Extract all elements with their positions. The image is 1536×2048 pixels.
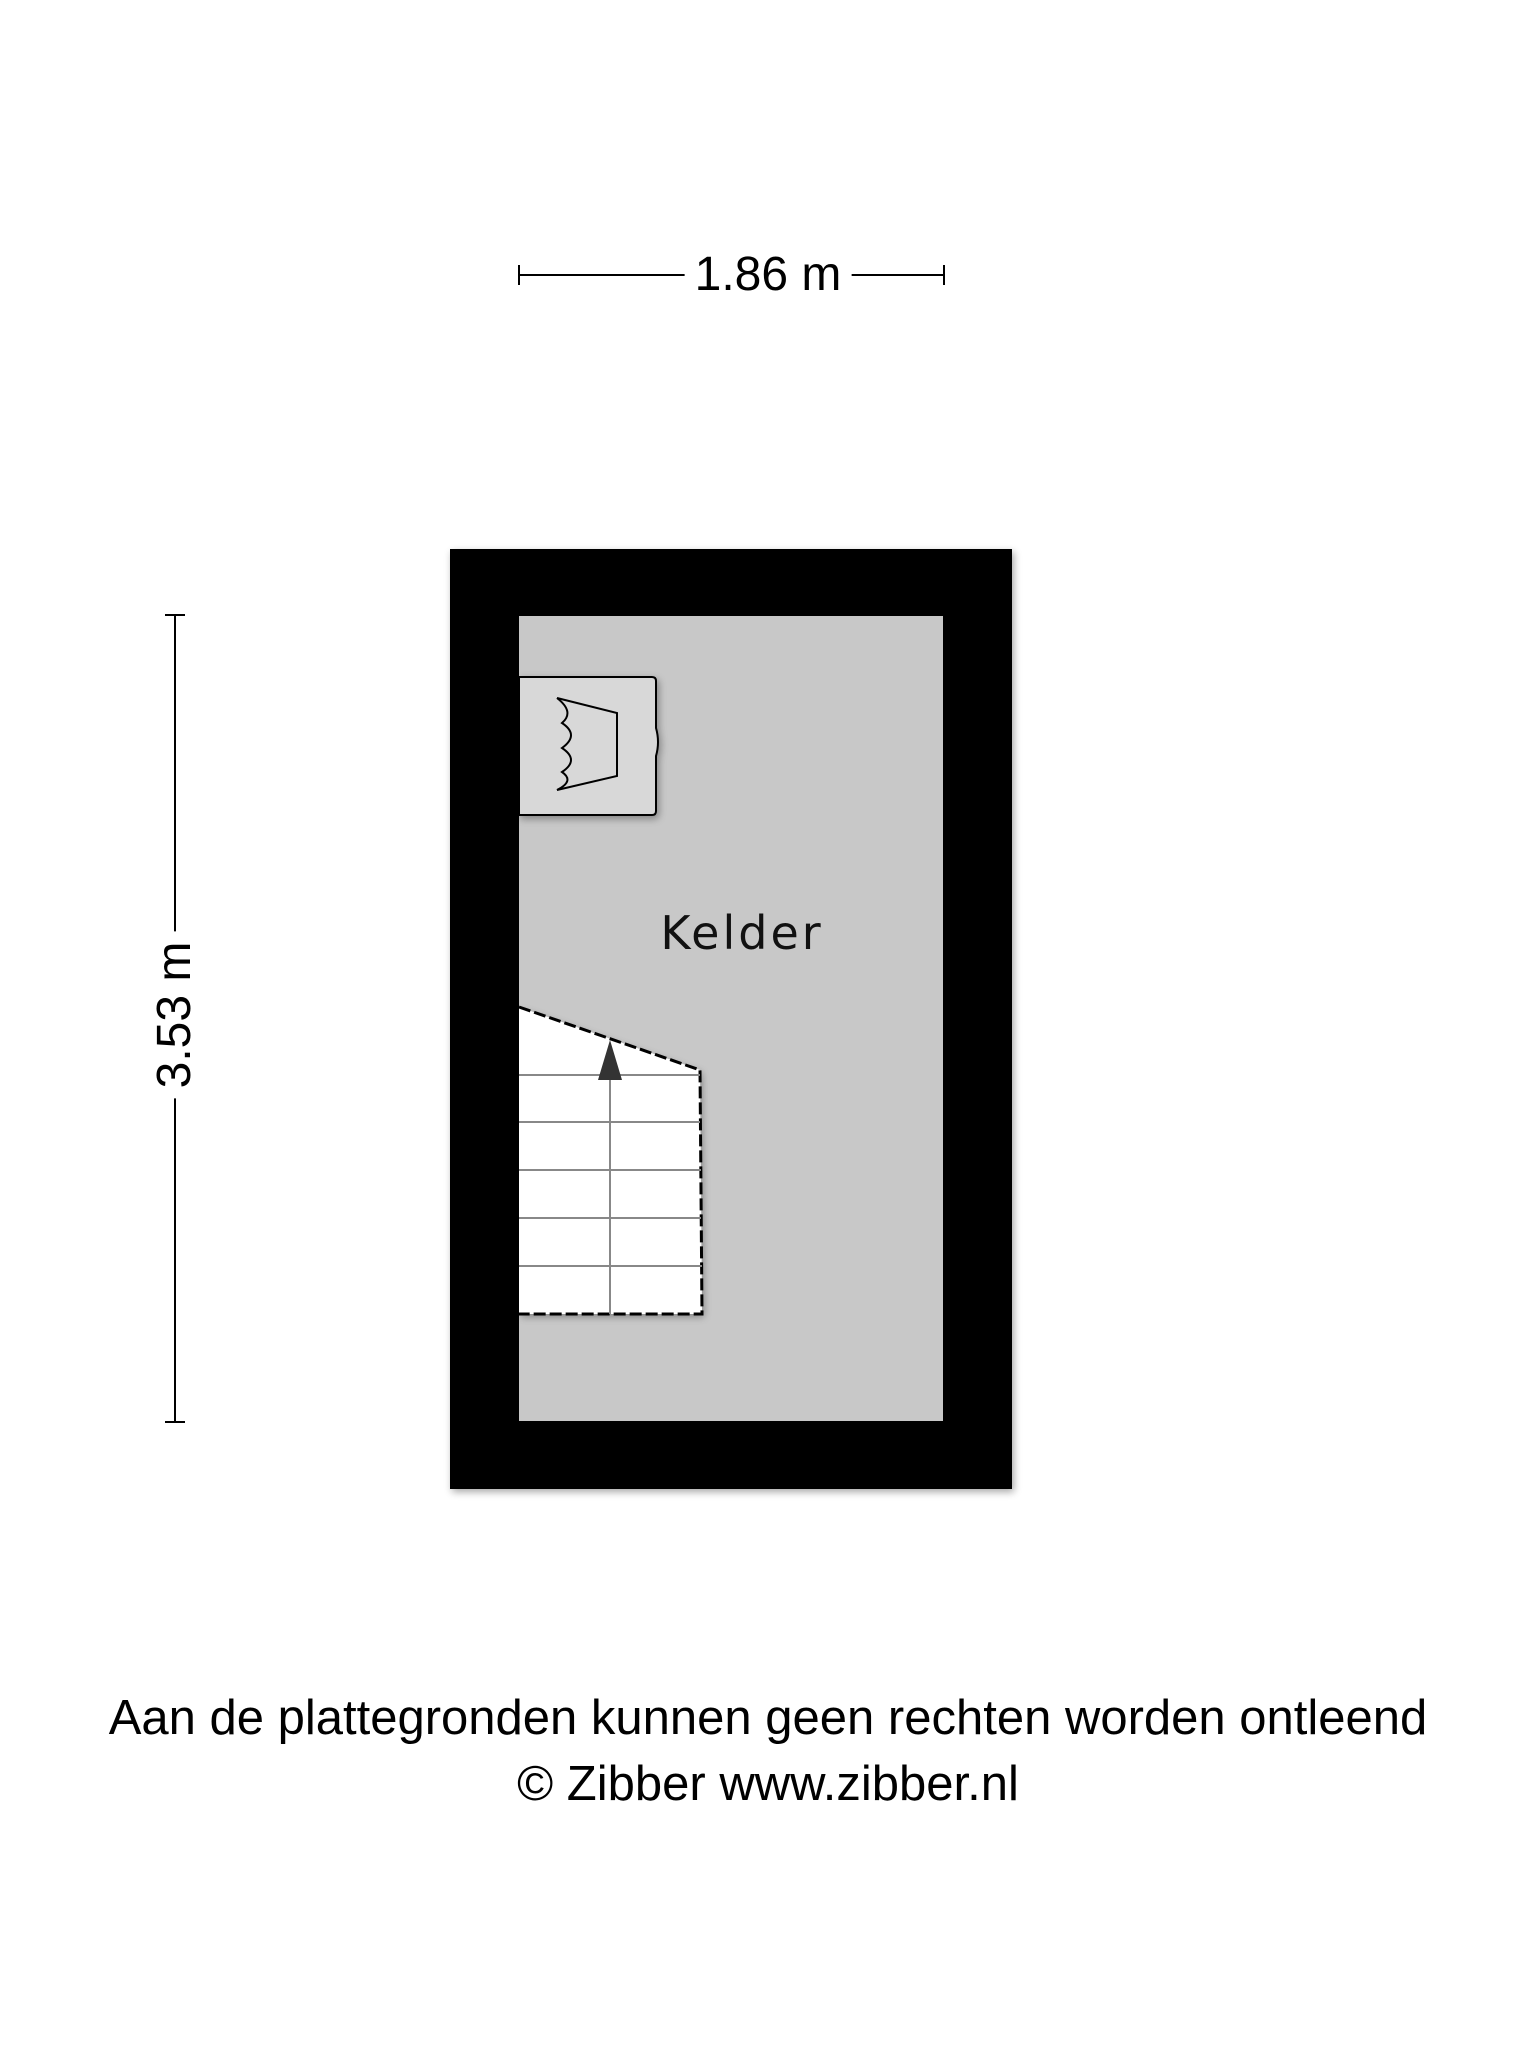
width-dimension-label: 1.86 m (685, 251, 852, 299)
disclaimer-text: Aan de plattegronden kunnen geen rechten worden ontleend (108, 1691, 1428, 1745)
copyright-text: © Zibber www.zibber.nl (517, 1757, 1019, 1811)
room-label: Kelder (660, 906, 824, 960)
washing-machine-icon (519, 677, 658, 815)
height-dimension-label: 3.53 m (151, 932, 199, 1099)
footer (0, 1685, 1536, 1817)
